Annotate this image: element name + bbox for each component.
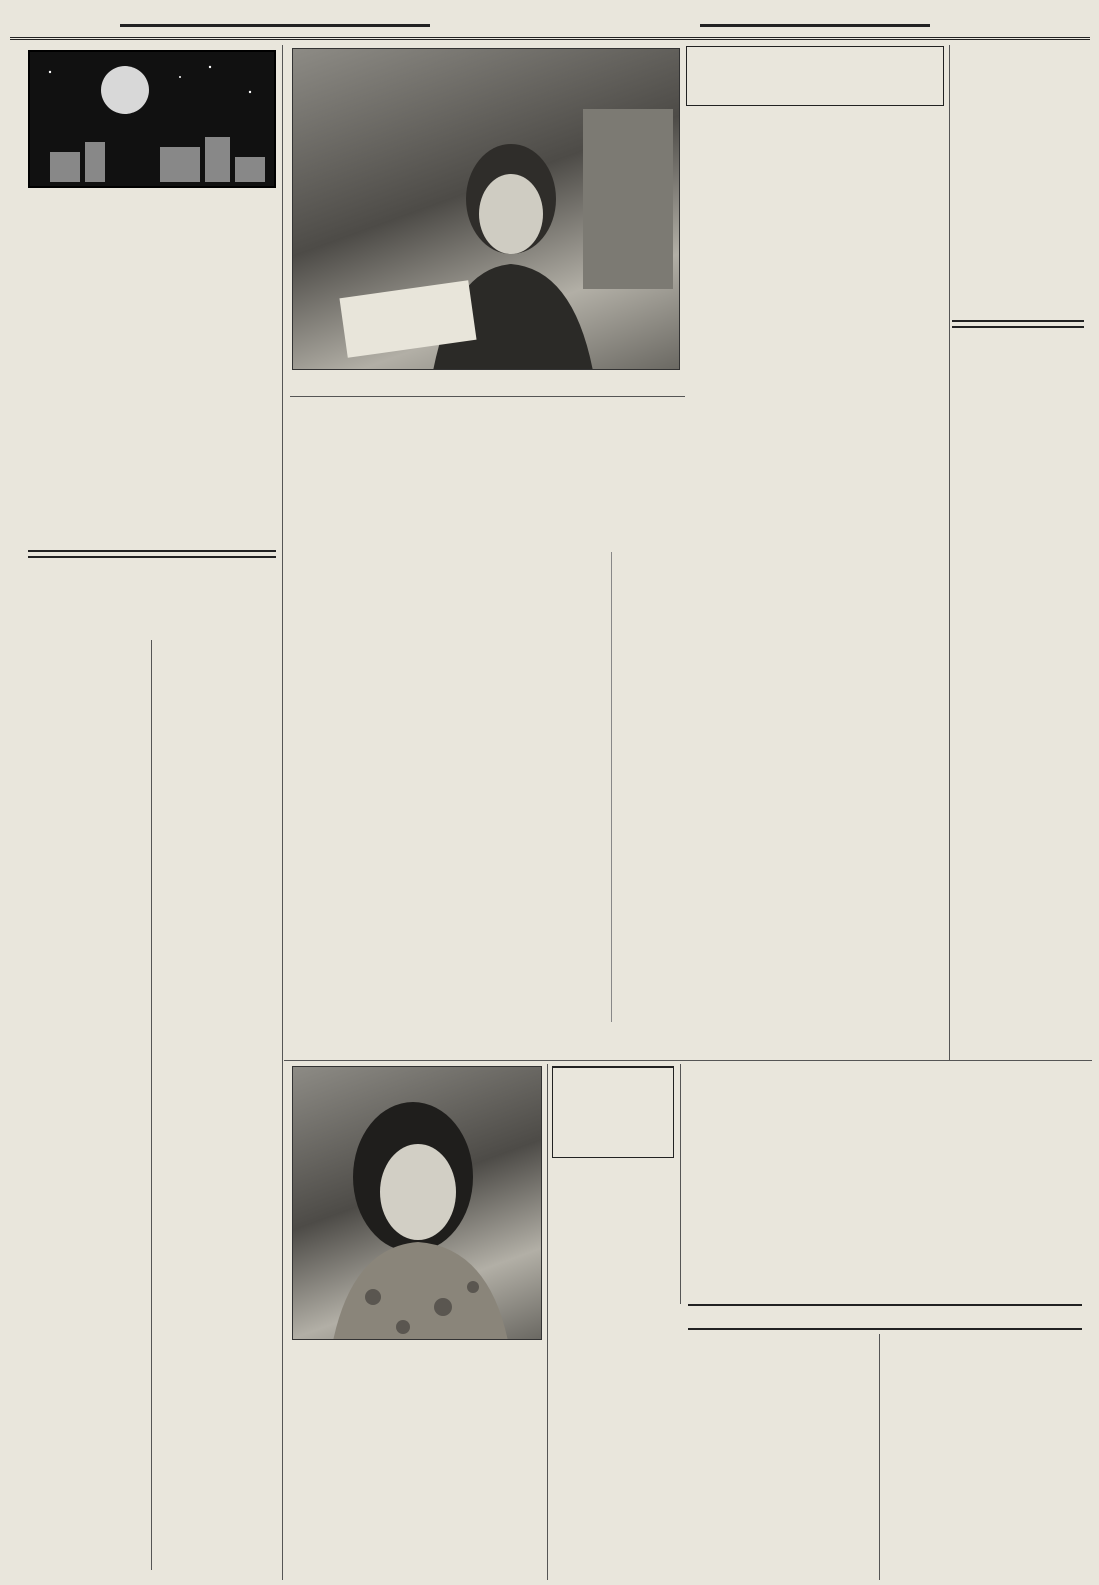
samoviy-body [552,1162,676,1556]
samoviy-kicker [553,1067,673,1068]
tugrilik-upper-body [448,396,944,496]
musiqiy-body [292,1416,542,1474]
main-story-cont [292,492,442,832]
dolzarb-signature [684,364,942,390]
intro-question [34,520,274,548]
tanbal-title [884,1334,1082,1348]
toponym-header [952,320,1084,382]
tanbal-body [884,1350,1082,1436]
halqaro-kicker [28,550,276,558]
right-column-rule [949,45,950,1060]
teacher-photo [292,48,680,370]
tugrilik-signature [780,1022,944,1050]
main-story-end [292,836,442,850]
halqaro-column-rule [151,640,152,1570]
ibratli-kicker [688,1304,1082,1330]
teacher-photo-figure [293,49,680,370]
halqaro-col-1 [30,640,148,1580]
intro-lead-block [34,196,148,516]
miti-body [884,1476,1082,1550]
nasiya-rule-left [680,1064,681,1304]
dolzarb-header [686,46,944,106]
musiqiy-title [292,1396,542,1414]
lower-section-rule [284,1060,1092,1061]
left-column-rule [282,45,283,1580]
teacher-photo-caption [294,372,678,394]
intro-column-2 [156,196,276,516]
toponym-signature [954,1034,1080,1060]
tanbal-moral [884,1436,1082,1458]
samoviy-signature [552,1556,676,1580]
header-rule-left [120,24,430,27]
otalar-body [292,1512,542,1564]
tugrilik-header [448,498,778,550]
toponym-kicker [952,320,1084,328]
miti-signature [884,1552,1082,1578]
otalar-author [292,1566,542,1580]
otalar-header [292,1476,542,1510]
dolzarb-body [684,110,946,360]
miti-title [884,1460,1082,1474]
halqaro-author [156,1562,276,1576]
samoviy-rule-left [547,1064,548,1580]
tuya-body [684,1400,876,1560]
toponym-body-b [954,384,1082,1034]
dam-olish-logo [28,50,276,188]
page-header [10,8,1090,40]
samoviy-header [552,1066,674,1158]
tugrilik-body [448,552,944,1022]
nasiya-body-b [882,1066,1082,1300]
moon-city-illustration [30,52,274,186]
nasiya-title [684,1066,876,1080]
portrait-figure [293,1067,542,1340]
portrait-caption-line [294,1380,542,1392]
portrait-caption-block [294,1342,542,1378]
header-rule-right [700,24,930,27]
nasiya-body [684,1082,876,1300]
ibratli-column-rule [879,1334,880,1580]
portrait-photo [292,1066,542,1340]
ibratli-intro [684,1334,876,1380]
yaxshi-title [684,1564,876,1578]
tuya-title [684,1384,876,1398]
halqaro-header [28,550,276,630]
halqaro-col-2 [156,640,276,1560]
